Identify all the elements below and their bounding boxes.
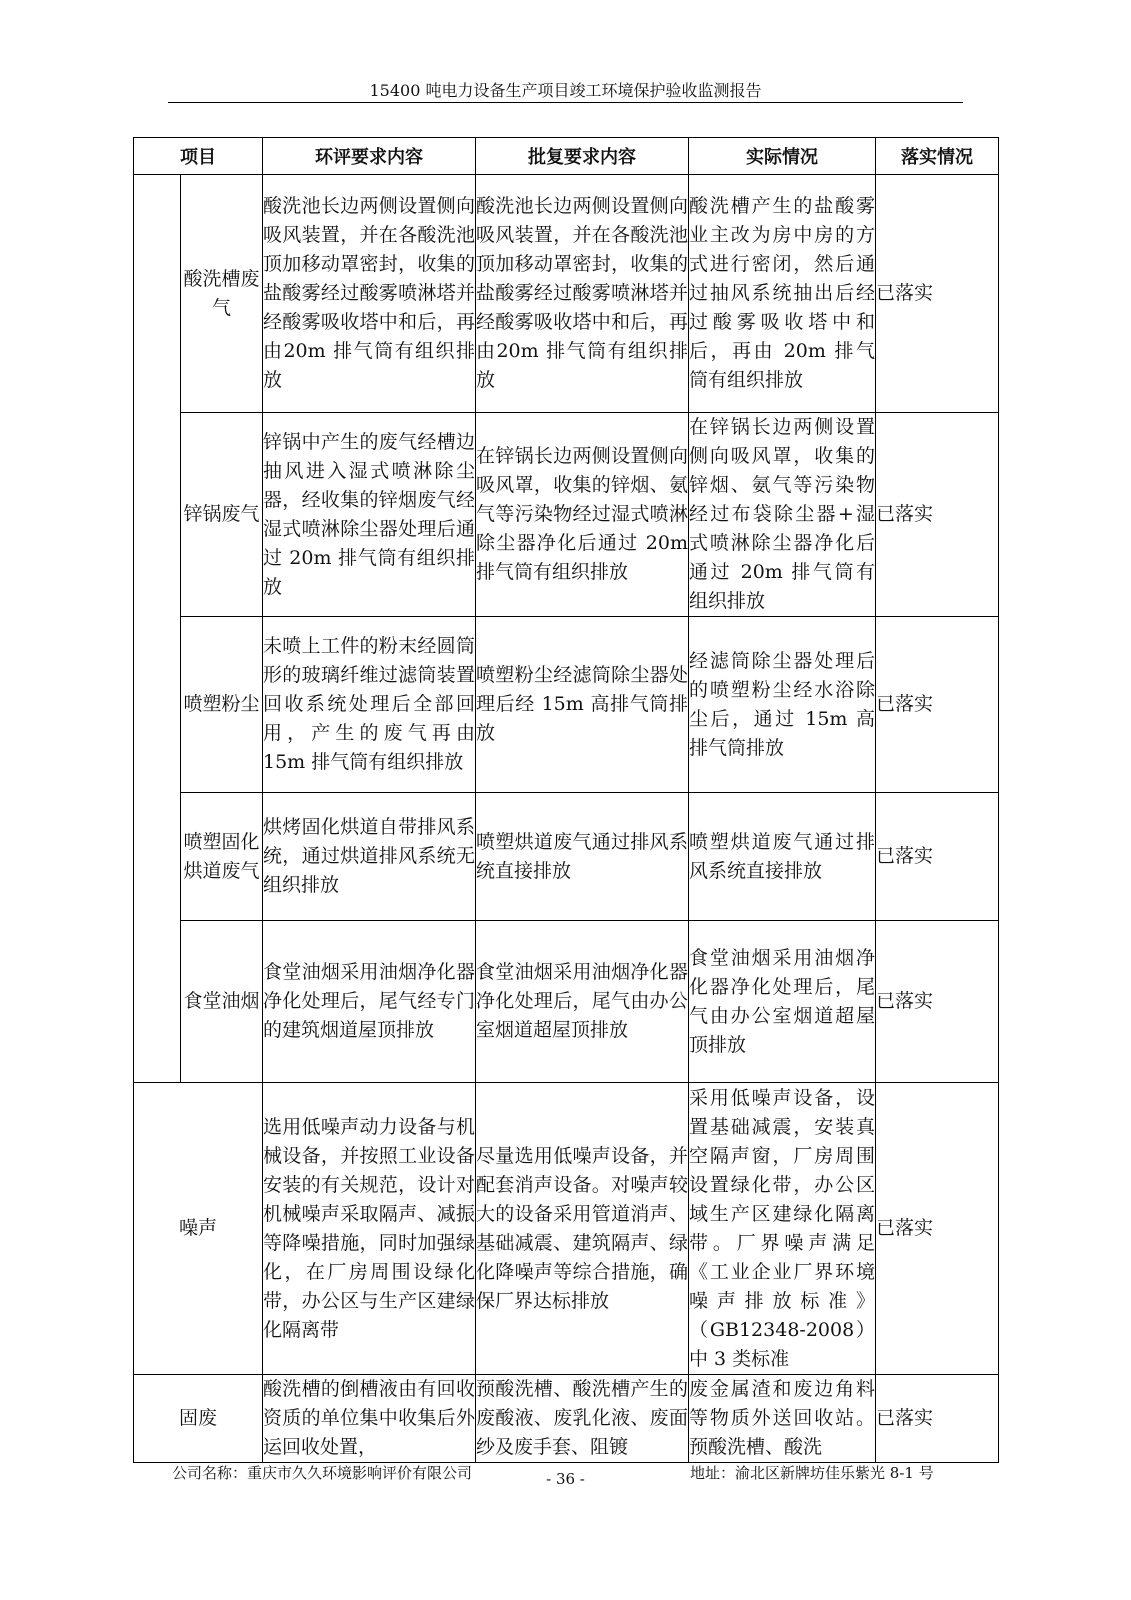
actual-cell: 食堂油烟采用油烟净化器净化处理后，尾气由办公室烟道超屋顶排放: [689, 921, 876, 1083]
item-cell: 噪声: [134, 1083, 263, 1375]
table-row: [134, 1375, 999, 1463]
approval-cell: 预酸洗槽、酸洗槽产生的废酸液、废乳化液、废面纱及废手套、阻镀: [476, 1375, 689, 1463]
approval-cell: 喷塑粉尘经滤筒除尘器处理后经 15m 高排气筒排放: [476, 617, 689, 793]
header-rule: [168, 102, 963, 103]
actual-cell: 废金属渣和废边角料等物质外送回收站。预酸洗槽、酸洗: [689, 1375, 876, 1463]
status-cell: 已落实: [876, 617, 999, 793]
table-row: [134, 413, 999, 617]
item-cell: 锌锅废气: [181, 413, 263, 617]
eia-cell: 锌锅中产生的废气经槽边抽风进入湿式喷淋除尘器，经收集的锌烟废气经湿式喷淋除尘器处理后通过 20m 排气筒有组织排放: [263, 413, 476, 617]
eia-cell: 食堂油烟采用油烟净化器净化处理后，尾气经专门的建筑烟道屋顶排放: [263, 921, 476, 1083]
measures-table: [133, 137, 999, 1463]
approval-cell: 喷塑烘道废气通过排风系统直接排放: [476, 793, 689, 921]
item-cell: 喷塑粉尘: [181, 617, 263, 793]
approval-cell: 食堂油烟采用油烟净化器净化处理后，尾气由办公室烟道超屋顶排放: [476, 921, 689, 1083]
header-approval: 批复要求内容: [476, 138, 689, 175]
eia-cell: 烘烤固化烘道自带排风系统，通过烘道排风系统无组织排放: [263, 793, 476, 921]
header-status: 落实情况: [876, 138, 999, 175]
table-row: [134, 175, 999, 413]
actual-cell: 在锌锅长边两侧设置侧向吸风罩，收集的锌烟、氨气等污染物经过布袋除尘器+湿式喷淋除尘器净化后通过 20m 排气筒有组织排放: [689, 413, 876, 617]
header-actual: 实际情况: [689, 138, 876, 175]
actual-cell: 喷塑烘道废气通过排风系统直接排放: [689, 793, 876, 921]
table-header-row: [134, 138, 999, 175]
table-row: [134, 921, 999, 1083]
table-row: [134, 1083, 999, 1375]
actual-cell: 采用低噪声设备，设置基础减震，安装真空隔声窗，厂房周围设置绿化带，办公区域生产区建绿化隔离带。厂界噪声满足《工业企业厂界环境噪声排放标准》（GB12348-2008）中 3 类标准: [689, 1083, 876, 1375]
item-cell: 食堂油烟: [181, 921, 263, 1083]
approval-cell: 尽量选用低噪声设备，并配套消声设备。对噪声较大的设备采用管道消声、基础减震、建筑隔声、绿化降噪声等综合措施，确保厂界达标排放: [476, 1083, 689, 1375]
header-item: 项目: [134, 138, 263, 175]
footer-address: 地址：渝北区新牌坊佳乐紫光 8-1 号: [690, 1464, 934, 1482]
header-eia: 环评要求内容: [263, 138, 476, 175]
eia-cell: 选用低噪声动力设备与机械设备，并按照工业设备安装的有关规范，设计对机械噪声采取隔声、减振等降噪措施，同时加强绿化，在厂房周围设绿化带，办公区与生产区建绿化隔离带: [263, 1083, 476, 1375]
table-row: [134, 793, 999, 921]
status-cell: 已落实: [876, 175, 999, 413]
category-cell: [134, 175, 181, 1083]
eia-cell: 酸洗池长边两侧设置侧向吸风装置，并在各酸洗池顶加移动罩密封，收集的盐酸雾经过酸雾喷淋塔并经酸雾吸收塔中和后，再由20m 排气筒有组织排放: [263, 175, 476, 413]
actual-cell: 酸洗槽产生的盐酸雾业主改为房中房的方式进行密闭，然后通过抽风系统抽出后经过酸雾吸收塔中和后，再由 20m 排气筒有组织排放: [689, 175, 876, 413]
status-cell: 已落实: [876, 1083, 999, 1375]
item-cell: 酸洗槽废气: [181, 175, 263, 413]
report-header: 15400 吨电力设备生产项目竣工环境保护验收监测报告: [369, 81, 762, 100]
footer-company: 公司名称：重庆市久久环境影响评价有限公司: [172, 1464, 473, 1482]
approval-cell: 酸洗池长边两侧设置侧向吸风装置，并在各酸洗池顶加移动罩密封，收集的盐酸雾经过酸雾喷淋塔并经酸雾吸收塔中和后，再由20m 排气筒有组织排放: [476, 175, 689, 413]
page-number: - 36 -: [546, 1470, 585, 1488]
status-cell: 已落实: [876, 921, 999, 1083]
actual-cell: 经滤筒除尘器处理后的喷塑粉尘经水浴除尘后，通过 15m 高排气筒排放: [689, 617, 876, 793]
status-cell: 已落实: [876, 1375, 999, 1463]
status-cell: 已落实: [876, 793, 999, 921]
item-cell: 喷塑固化烘道废气: [181, 793, 263, 921]
item-cell: 固废: [134, 1375, 263, 1463]
eia-cell: 未喷上工件的粉末经圆筒形的玻璃纤维过滤筒装置回收系统处理后全部回用，产生的废气再由 15m 排气筒有组织排放: [263, 617, 476, 793]
status-cell: 已落实: [876, 413, 999, 617]
eia-cell: 酸洗槽的倒槽液由有回收资质的单位集中收集后外运回收处置，: [263, 1375, 476, 1463]
approval-cell: 在锌锅长边两侧设置侧向吸风罩，收集的锌烟、氨气等污染物经过湿式喷淋除尘器净化后通过 20m 排气筒有组织排放: [476, 413, 689, 617]
table-row: [134, 617, 999, 793]
